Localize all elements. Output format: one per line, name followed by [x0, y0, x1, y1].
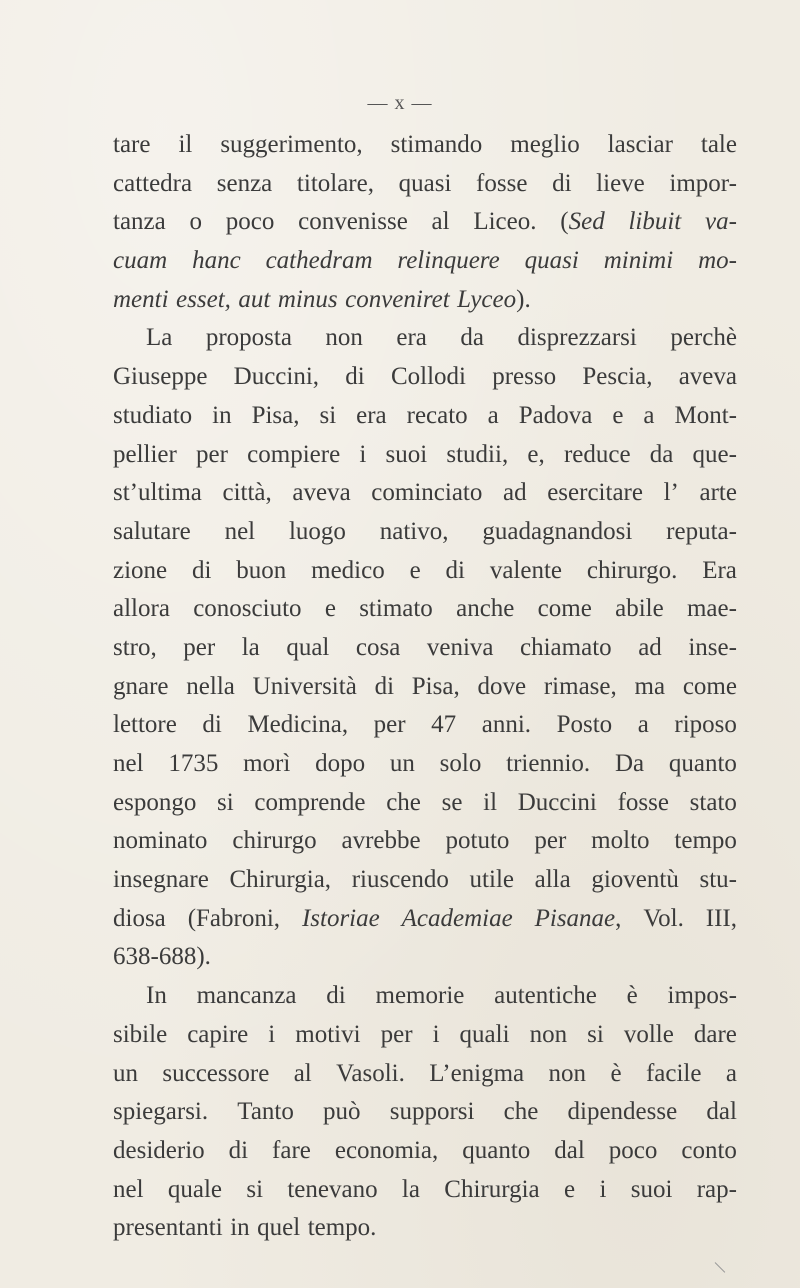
word: poco	[225, 208, 275, 236]
text-line	[113, 126, 737, 165]
word: Duccini,	[233, 363, 320, 391]
word: suoi	[385, 440, 428, 468]
text-line	[113, 861, 737, 900]
text-line	[113, 165, 737, 204]
word: cattedra	[113, 169, 193, 197]
text-line	[113, 281, 737, 320]
word: Chirurgia,	[229, 866, 332, 894]
word: come	[682, 672, 737, 700]
word: mae-	[686, 595, 737, 623]
word: stu-	[699, 866, 737, 894]
word: convenisse	[298, 208, 408, 236]
word: e,	[527, 440, 545, 468]
word: Giuseppe	[113, 363, 208, 391]
word: conosciuto	[193, 595, 302, 623]
text-line	[113, 822, 737, 861]
text-line	[113, 668, 737, 707]
text-line	[113, 590, 737, 629]
word: dal	[554, 1136, 585, 1164]
page-number: — x —	[367, 92, 433, 114]
word: a	[643, 401, 655, 429]
word: il	[178, 131, 193, 158]
word: Vasoli.	[336, 1059, 405, 1087]
word: quasi	[398, 169, 452, 197]
word: autentiche	[494, 982, 597, 1010]
word: a	[725, 1059, 737, 1087]
word: i	[268, 1020, 276, 1048]
word: se	[441, 788, 463, 816]
word: impor-	[669, 169, 737, 197]
word: dal	[706, 1098, 737, 1126]
word: senza	[216, 169, 273, 197]
word: economia,	[334, 1136, 439, 1164]
word: la	[241, 633, 260, 661]
word: si	[319, 401, 337, 429]
word: riposo	[674, 711, 737, 739]
word: non	[529, 1020, 568, 1048]
text-line	[113, 319, 737, 358]
text-line	[113, 977, 737, 1016]
word: desiderio	[113, 1136, 205, 1164]
text-line	[113, 436, 737, 475]
word: da	[649, 440, 674, 468]
word: era	[396, 324, 427, 352]
word: st’ultima	[113, 479, 202, 507]
word: quali	[459, 1020, 510, 1048]
word: si	[246, 1175, 264, 1203]
word: tare	[113, 131, 151, 158]
word: di	[228, 1136, 249, 1164]
word: fare	[272, 1136, 311, 1164]
text-line	[113, 1016, 737, 1055]
word: Pescia,	[582, 363, 653, 391]
word: comprende	[254, 788, 366, 816]
word: e	[612, 401, 624, 429]
word: alla	[534, 866, 571, 894]
word: Lyceo).	[457, 285, 531, 313]
word: di	[326, 982, 346, 1010]
word: non	[548, 1059, 587, 1087]
word: medico	[311, 556, 385, 584]
word: capire	[187, 1020, 249, 1048]
word: chirurgo	[232, 827, 317, 855]
word: gioventù	[591, 866, 679, 894]
word: per	[183, 633, 216, 661]
word: Academiae	[401, 904, 513, 932]
word: espongo	[113, 788, 197, 816]
word: per	[380, 1020, 413, 1048]
word: studiato	[113, 401, 193, 429]
word: dopo	[315, 750, 366, 777]
word: presentanti	[113, 1214, 223, 1242]
word: disprezzarsi	[517, 324, 637, 352]
word: 638-688).	[113, 943, 211, 971]
word: lieve	[596, 169, 645, 197]
word: memorie	[375, 982, 465, 1010]
text-line	[113, 706, 737, 745]
word: per	[196, 440, 228, 468]
word: fosse	[617, 788, 669, 816]
word: cominciato	[371, 479, 483, 507]
word: città,	[222, 479, 272, 507]
word: Era	[702, 556, 737, 584]
word: si	[587, 1020, 604, 1048]
word: nativo,	[379, 517, 449, 545]
word: di	[345, 363, 365, 391]
word: L’enigma	[429, 1059, 525, 1087]
page-mark	[715, 1262, 726, 1273]
word: relinquere	[397, 247, 500, 275]
word: menti	[113, 285, 169, 313]
word: nel	[113, 1175, 144, 1203]
word: volle	[623, 1020, 674, 1048]
word: riuscendo	[351, 866, 449, 894]
word: aut	[238, 285, 271, 313]
word: da	[460, 324, 484, 352]
word: libuit	[628, 208, 682, 236]
word: studii,	[446, 440, 509, 468]
word: diosa	[113, 904, 166, 932]
word: i	[432, 1020, 440, 1048]
word: minus	[277, 285, 338, 313]
word: come	[537, 595, 592, 623]
word: fosse	[476, 169, 528, 197]
word: aveva	[292, 479, 351, 507]
word: quasi	[524, 247, 579, 275]
word: è	[626, 982, 638, 1010]
word: Padova	[518, 401, 593, 429]
word: un	[389, 750, 415, 777]
word: non	[325, 324, 363, 352]
word: mancanza	[196, 982, 297, 1010]
word: e	[564, 1175, 576, 1203]
word: suggerimento,	[220, 131, 363, 158]
word: di	[552, 169, 572, 197]
word: zione	[113, 556, 168, 584]
word: di	[445, 556, 465, 584]
word: In	[146, 982, 167, 1010]
word: presso	[492, 363, 557, 391]
word: nel	[113, 750, 144, 777]
word: quel	[257, 1214, 301, 1242]
text-line	[113, 513, 737, 552]
word: Medicina,	[247, 711, 349, 739]
word: stimando	[390, 131, 483, 158]
word: tempo.	[307, 1214, 377, 1242]
word: hanc	[192, 247, 241, 275]
word: va-	[705, 208, 737, 236]
word: al	[293, 1059, 312, 1087]
word: triennio.	[506, 750, 591, 777]
word: ad	[502, 479, 527, 507]
word: potuto	[445, 827, 510, 855]
word: conveniret	[345, 285, 450, 313]
word: per	[534, 827, 567, 855]
word: lettore	[113, 711, 177, 739]
word: i	[359, 440, 367, 468]
word: stro,	[113, 633, 157, 661]
text-line	[113, 938, 737, 977]
word: La	[146, 324, 173, 352]
word: anni.	[481, 711, 532, 739]
word: rap-	[696, 1175, 737, 1203]
word: esercitare	[547, 479, 643, 507]
word: Tanto	[237, 1098, 294, 1126]
text-line	[113, 900, 737, 939]
word: abile	[615, 595, 664, 623]
word: nominato	[113, 827, 208, 855]
word: chiamato	[520, 633, 612, 661]
text-line	[113, 1093, 737, 1132]
word: quanto	[462, 1136, 531, 1164]
word: esset,	[176, 285, 231, 313]
word: tenevano	[287, 1175, 378, 1203]
word: di	[191, 556, 212, 584]
word: ad	[638, 633, 662, 661]
word: Liceo.	[473, 208, 537, 236]
word: pellier	[113, 440, 177, 468]
word: può	[323, 1098, 361, 1126]
word: morì	[243, 750, 291, 777]
word: supporsi	[389, 1098, 475, 1126]
word: i	[599, 1175, 607, 1203]
text-line	[113, 1132, 737, 1171]
word: reduce	[563, 440, 631, 468]
word: cosa	[355, 633, 401, 661]
word: (Fabroni,	[187, 904, 281, 932]
text-line	[113, 474, 737, 513]
word: luogo	[288, 517, 346, 545]
word: Istoriae	[301, 904, 380, 932]
body-text	[113, 126, 737, 1248]
word: Mont-	[674, 401, 737, 429]
word: la	[401, 1175, 420, 1203]
word: solo	[439, 750, 482, 777]
word: al	[431, 208, 450, 236]
word: di	[202, 711, 222, 739]
word: motivi	[295, 1020, 361, 1048]
word: impos-	[667, 982, 737, 1010]
word: successore	[162, 1059, 270, 1087]
word: inse-	[688, 633, 737, 661]
word: un	[113, 1059, 138, 1087]
word: tale	[700, 131, 737, 158]
word: salutare	[113, 517, 191, 545]
word: chirurgo.	[586, 556, 678, 584]
text-line	[113, 1055, 737, 1094]
word: Chirurgia	[444, 1175, 540, 1203]
word: ma	[634, 672, 666, 700]
word: o	[189, 208, 202, 236]
word: di	[374, 672, 395, 700]
word: tempo	[674, 827, 737, 855]
word: tanza	[113, 208, 166, 236]
text-line	[113, 552, 737, 591]
word: compiere	[247, 440, 341, 468]
word: poco	[608, 1136, 658, 1164]
word: per	[373, 711, 406, 739]
word: a	[487, 401, 499, 429]
word: nella	[186, 672, 235, 700]
word: minimi	[603, 247, 674, 275]
word: Vol.	[643, 904, 684, 932]
word: era	[356, 401, 387, 429]
word: avrebbe	[341, 827, 421, 855]
word: lasciar	[607, 131, 673, 158]
word: che	[503, 1098, 539, 1126]
word: molto	[591, 827, 650, 855]
word: quanto	[668, 750, 737, 777]
text-line	[113, 203, 737, 242]
word: aveva	[678, 363, 737, 391]
word: insegnare	[113, 866, 209, 894]
text-line	[113, 745, 737, 784]
word: spiegarsi.	[113, 1098, 209, 1126]
word: valente	[489, 556, 562, 584]
word: Università	[252, 672, 357, 700]
word: veniva	[426, 633, 494, 661]
word: a	[637, 711, 649, 739]
word: 1735	[168, 750, 219, 777]
word: che	[386, 788, 421, 816]
word: (Sed	[560, 208, 605, 236]
text-line	[113, 1171, 737, 1210]
word: suoi	[630, 1175, 673, 1203]
word: conto	[681, 1136, 737, 1164]
word: Pisa,	[411, 672, 460, 700]
text-line	[113, 397, 737, 436]
word: sibile	[113, 1020, 168, 1048]
word: guadagnandosi	[482, 517, 633, 545]
word: dove	[477, 672, 527, 700]
word: rimase,	[543, 672, 617, 700]
word: 47	[431, 711, 457, 739]
word: arte	[699, 479, 737, 507]
text-line	[113, 242, 737, 281]
word: e	[324, 595, 336, 623]
word: in	[212, 401, 232, 429]
word: III,	[705, 904, 737, 932]
word: dare	[693, 1020, 737, 1048]
word: Collodi	[390, 363, 466, 391]
word: in	[230, 1214, 250, 1242]
word: stimato	[359, 595, 433, 623]
word: stato	[689, 788, 737, 816]
word: anche	[456, 595, 515, 623]
word: utile	[469, 866, 514, 894]
word: cathedram	[265, 247, 373, 275]
word: Pisa,	[251, 401, 300, 429]
word: si	[217, 788, 234, 816]
word: Da	[614, 750, 645, 777]
word: proposta	[205, 324, 292, 352]
word: reputa-	[666, 517, 737, 545]
word: dipendesse	[567, 1098, 678, 1126]
word: que-	[692, 440, 737, 468]
word: gnare	[113, 672, 169, 700]
word: recato	[406, 401, 468, 429]
word: Posto	[556, 711, 613, 739]
word: perchè	[670, 324, 737, 352]
word: e	[409, 556, 421, 584]
word: Pisanae,	[534, 904, 622, 932]
word: cuam	[113, 247, 168, 275]
word: allora	[113, 595, 170, 623]
word: l’	[663, 479, 679, 507]
text-line	[113, 358, 737, 397]
word: meglio	[510, 131, 580, 158]
word: facile	[645, 1059, 702, 1087]
text-line	[113, 784, 737, 823]
word: è	[610, 1059, 622, 1087]
word: Duccini	[517, 788, 597, 816]
word: quale	[167, 1175, 223, 1203]
text-line	[113, 1209, 737, 1248]
word: il	[483, 788, 498, 816]
text-line	[113, 629, 737, 668]
word: nel	[224, 517, 256, 545]
word: titolare,	[296, 169, 374, 197]
word: qual	[286, 633, 330, 661]
word: buon	[236, 556, 287, 584]
word: mo-	[698, 247, 737, 275]
